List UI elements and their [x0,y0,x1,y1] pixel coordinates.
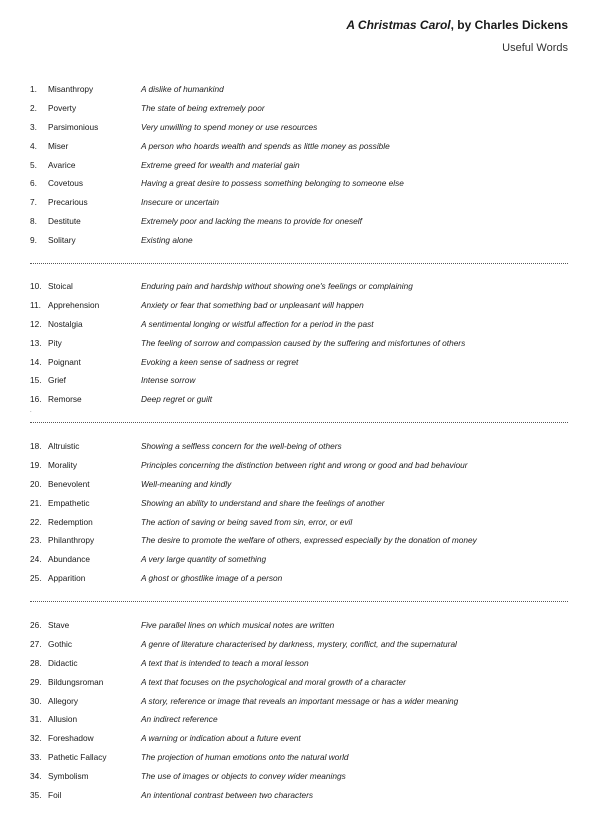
vocab-row [30,497,568,516]
item-number: 13. [30,337,42,348]
vocab-term: Foil [48,790,62,801]
vocab-term: Symbolism [48,771,89,782]
vocab-definition: Deep regret or guilt [141,394,213,405]
vocab-definition: Anxiety or fear that something bad or unpleasant will happen [141,299,364,310]
item-number: 4. [30,140,37,151]
vocab-term: Precarious [48,197,88,208]
vocab-definition: Existing alone [141,235,193,246]
vocab-definition: An intentional contrast between two characters [141,790,314,801]
vocab-row [30,280,568,299]
vocab-row [30,234,568,253]
item-number: 29. [30,676,42,687]
vocab-term: Gothic [48,638,72,649]
vocab-term: Pity [48,337,62,348]
item-number: 31. [30,714,42,725]
vocab-definition: Enduring pain and hardship without showing one's feelings or complaining [141,281,413,291]
vocab-row [30,638,568,657]
vocab-definition: A text that focuses on the psychological and moral growth of a character [141,676,406,687]
vocab-definition: The feeling of sorrow and compassion caused by the suffering and misfortunes of others [141,337,466,348]
vocab-row [30,713,568,732]
item-number: 8. [30,216,37,227]
vocab-term: Morality [48,459,78,470]
vocab-row [30,337,568,356]
item-number: 26. [30,620,42,630]
item-number: 18. [30,441,42,451]
item-number: 2. [30,102,37,113]
vocab-row [30,440,568,459]
vocab-row [30,695,568,714]
vocab-term: Foreshadow [48,733,94,744]
vocab-row [30,177,568,196]
vocab-term: Bildungsroman [48,676,104,687]
vocab-row [30,196,568,215]
vocab-row [30,393,568,412]
item-number: 33. [30,752,42,763]
vocab-definition: Showing a selfless concern for the well-being of others [141,441,342,451]
book-title: A Christmas Carol [346,18,451,32]
vocab-definition: A ghost or ghostlike image of a person [141,573,283,584]
stray-mark: . [30,408,32,414]
section-divider [30,601,568,602]
item-number: 11. [30,299,41,310]
vocab-term: Didactic [48,657,78,668]
vocab-row [30,318,568,337]
item-number: 7. [30,197,37,208]
vocab-row [30,553,568,572]
vocab-term: Abundance [48,554,90,565]
vocab-term: Misanthropy [48,84,94,94]
item-number: 28. [30,657,42,668]
vocab-term: Philanthropy [48,535,95,546]
vocab-section-3 [30,440,568,591]
vocab-term: Apparition [48,573,86,584]
vocab-section-1 [30,83,568,253]
vocab-definition: Five parallel lines on which musical notes are written [141,620,335,630]
vocab-definition: Principles concerning the distinction between right and wrong or good and bad behaviour [141,459,468,470]
vocab-row [30,789,568,808]
item-number: 22. [30,516,42,527]
item-number: 35. [30,790,42,801]
item-number: 12. [30,318,42,329]
vocab-definition: A text that is intended to teach a moral lesson [141,657,309,668]
item-number: 23. [30,535,42,546]
vocab-term: Remorse [48,394,82,405]
vocab-definition: A very large quantity of something [141,554,267,565]
item-number: 19. [30,459,42,470]
vocab-definition: The use of images or objects to convey wider meanings [141,771,346,782]
vocab-term: Parsimonious [48,121,99,132]
vocab-definition: Showing an ability to understand and share the feelings of another [141,497,385,508]
vocab-row [30,356,568,375]
vocab-term: Empathetic [48,497,90,508]
vocab-term: Avarice [48,159,76,170]
vocab-row [30,676,568,695]
item-number: 30. [30,695,42,706]
vocab-definition: A story, reference or image that reveals an important message or has a wider meaning [141,695,459,706]
vocab-definition: Very unwilling to spend money or use resources [141,121,318,132]
vocab-definition: Insecure or uncertain [141,197,219,208]
vocab-term: Allusion [48,714,78,725]
item-number: 32. [30,733,42,744]
vocab-term: Grief [48,375,66,386]
vocab-definition: The state of being extremely poor [141,102,265,113]
document-subtitle: Useful Words [502,42,568,54]
vocab-definition: Having a great desire to possess something belonging to someone else [141,178,404,189]
vocab-row [30,374,568,393]
vocab-term: Redemption [48,516,93,527]
vocab-term: Pathetic Fallacy [48,752,107,763]
vocab-row [30,770,568,789]
vocab-row [30,215,568,234]
vocab-row [30,657,568,676]
vocab-term: Covetous [48,178,84,189]
vocab-term: Altruistic [48,441,80,451]
item-number: 5. [30,159,37,170]
vocab-definition: Well-meaning and kindly [141,478,232,489]
vocab-definition: Evoking a keen sense of sadness or regret [141,356,299,367]
item-number: 6. [30,178,37,189]
vocab-row [30,140,568,159]
item-number: 16. [30,394,42,405]
author-credit: , by Charles Dickens [450,18,568,32]
vocab-row [30,299,568,318]
vocab-row [30,102,568,121]
vocab-definition: The projection of human emotions onto the natural world [141,752,349,763]
vocab-definition: The desire to promote the welfare of others, expressed especially by the donation of money [141,535,477,546]
vocab-term: Apprehension [48,299,100,310]
vocab-row [30,459,568,478]
vocab-term: Poverty [48,102,77,113]
item-number: 25. [30,573,42,584]
vocab-definition: A warning or indication about a future event [141,733,301,744]
vocab-section-2 [30,280,568,412]
vocab-section-4 [30,619,568,808]
vocab-definition: Extremely poor and lacking the means to provide for oneself [141,216,362,227]
vocab-definition: A genre of literature characterised by darkness, mystery, conflict, and the supernatural [141,638,457,649]
vocab-row [30,478,568,497]
section-divider [30,422,568,423]
vocab-definition: A person who hoards wealth and spends as little money as possible [141,140,390,151]
item-number: 9. [30,235,37,246]
vocab-row [30,751,568,770]
vocab-definition: Extreme greed for wealth and material gain [141,159,300,170]
vocab-term: Destitute [48,216,81,227]
vocab-row [30,732,568,751]
vocab-row [30,619,568,638]
vocab-definition: Intense sorrow [141,375,196,386]
item-number: 34. [30,771,42,782]
item-number: 15. [30,375,42,386]
item-number: 10. [30,281,42,291]
item-number: 21. [30,497,42,508]
item-number: 20. [30,478,42,489]
vocab-term: Miser [48,140,69,151]
vocab-row [30,83,568,102]
vocab-row [30,572,568,591]
vocab-term: Nostalgia [48,318,83,329]
vocab-term: Benevolent [48,478,90,489]
vocab-term: Poignant [48,356,81,367]
vocab-row [30,516,568,535]
item-number: 3. [30,121,37,132]
vocab-definition: An indirect reference [141,714,218,725]
vocab-definition: The action of saving or being saved from sin, error, or evil [141,516,353,527]
vocab-definition: A dislike of humankind [141,84,224,94]
vocab-term: Stoical [48,281,73,291]
vocab-row [30,159,568,178]
item-number: 14. [30,356,42,367]
item-number: 1. [30,84,37,94]
vocab-row [30,534,568,553]
item-number: 24. [30,554,42,565]
vocab-term: Allegory [48,695,78,706]
vocab-row [30,121,568,140]
vocab-term: Stave [48,620,70,630]
document-title [346,18,568,32]
vocab-definition: A sentimental longing or wistful affection for a period in the past [141,318,374,329]
vocab-term: Solitary [48,235,76,246]
item-number: 27. [30,638,42,649]
section-divider [30,263,568,264]
